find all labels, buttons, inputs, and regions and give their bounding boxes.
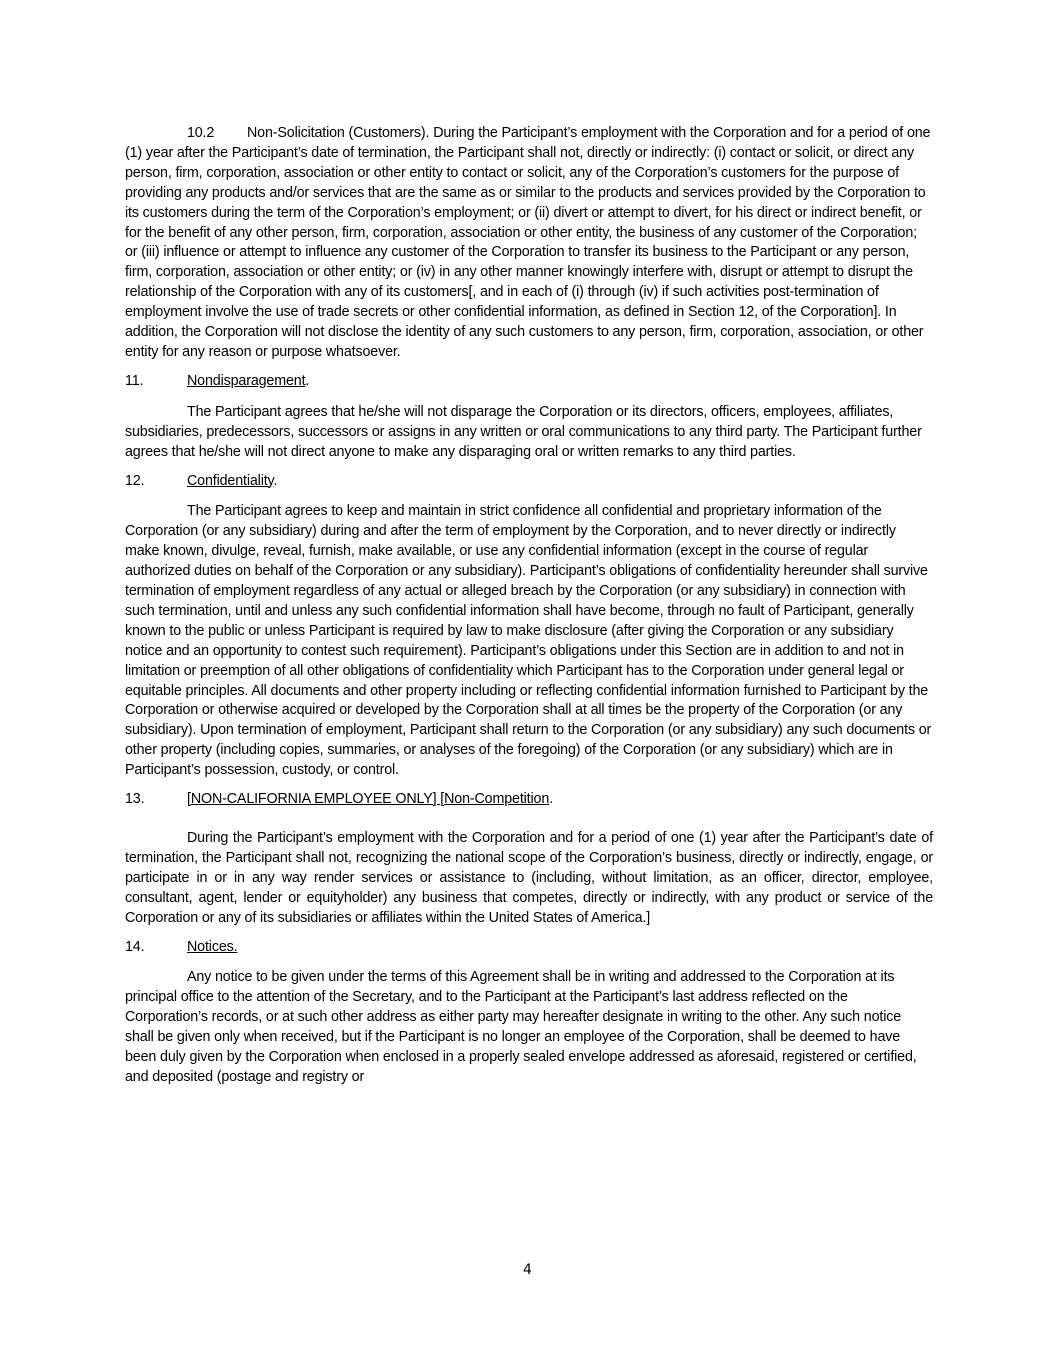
section-13-title: [NON-CALIFORNIA EMPLOYEE ONLY] [Non-Competition xyxy=(187,791,550,808)
page-number: 4 xyxy=(523,1262,532,1278)
section-13-heading xyxy=(125,790,933,810)
section-12-number: 12. xyxy=(125,472,145,489)
section-12-title: Confidentiality xyxy=(187,472,274,489)
section-10-2-paragraph xyxy=(125,124,933,363)
section-12-title-suffix: . xyxy=(273,472,278,489)
section-14-paragraph: Any notice to be given under the terms of this Agreement shall be in writing and addressed to the Corporation at its principal office to the attention of the Secretary, and to the Participant at the Participant’s last address reflected on the Corporation’s records, or at such other address as either party may hereafter designate in writing to the other. Any such notice shall be given only when received, but if the Participant is no longer an employee of the Corporation, shall be deemed to have been duly given by the Corporation when enclosed in a properly sealed envelope addressed as aforesaid, registered or certified, and deposited (postage and registry or xyxy=(125,969,917,1085)
section-10-2-title: Non-Solicitation (Customers). xyxy=(247,125,430,141)
section-11-paragraph: The Participant agrees that he/she will not disparage the Corporation or its directors, officers, employees, affiliates, subsidiaries, predecessors, successors or assigns in any written or oral communications to any third party. The Participant further agrees that he/she will not direct anyone to make any disparaging oral or written remarks to any third parties. xyxy=(125,403,922,460)
section-12-heading xyxy=(125,472,933,492)
section-14-heading xyxy=(125,938,933,958)
section-11-heading xyxy=(125,372,933,392)
section-11-number: 11. xyxy=(125,372,144,389)
section-11-title-suffix: . xyxy=(305,372,310,389)
section-12-paragraph: The Participant agrees to keep and maintain in strict confidence all confidential and proprietary information of the Corporation (or any subsidiary) during and after the term of employment by the Corporation, and to never directly or indirectly make known, divulge, reveal, furnish, make available, or use any confidential information (except in the course of regular authorized duties on behalf of the Corporation or any subsidiary). Participant’s obligations of confidentiality hereunder shall survive termination of employment regardless of any actual or alleged breach by the Corporation (or any subsidiary) in connection with such termination, until and unless any such confidential information shall have become, through no fault of Participant, generally known to the public or unless Participant is required by law to make disclosure (after giving the Corporation or any subsidiary notice and an opportunity to contest such requirement). Participant’s obligations under this Section are in addition to and not in limitation or preemption of all other obligations of confidentiality which Participant has to the Corporation under general legal or equitable principles. All documents and other property including or reflecting confidential information furnished to Participant by the Corporation or otherwise acquired or developed by the Corporation shall at all times be the property of the Corporation (or any subsidiary). Upon termination of employment, Participant shall return to the Corporation (or any subsidiary) any such documents or other property (including copies, summaries, or analyses of the foregoing) of the Corporation (or any subsidiary) which are in Participant’s possession, custody, or control. xyxy=(125,503,932,779)
section-13-paragraph: During the Participant’s employment with the Corporation and for a period of one (1) year after the Participant’s date of termination, the Participant shall not, recognizing the national scope of the Corporation’s business, directly or indirectly, engage, or participate in or in any way render services or assistance to (including, without limitation, as an officer, director, employee, consultant, agent, lender or equityholder) any business that competes, directly or indirectly, with any product or service of the Corporation or any of its subsidiaries or affiliates within the United States of America.] xyxy=(125,830,933,926)
section-13-title-suffix: . xyxy=(549,791,553,808)
section-14-title: Notices. xyxy=(187,938,238,955)
section-10-2-number: 10.2 xyxy=(187,125,215,141)
section-14-number: 14. xyxy=(125,938,145,955)
document-page xyxy=(125,124,933,1097)
section-10-2-text: During the Participant’s employment with the Corporation and for a period of one (1) year after the Participant’s date of termination, the Participant shall not, directly or indirectly: (i) contact or solicit, or direct any person, firm, corporation, association or other entity to contact or solicit, any of the Corporation’s customers for the purpose of providing any products and/or services that are the same as or similar to the products and services provided by the Corporation to its customers during the term of the Corporation’s employment; or (ii) divert or attempt to divert, for his direct or indirect benefit, or for the benefit of any other person, firm, corporation, association or other entity, the business of any customer of the Corporation; or (iii) influence or attempt to influence any customer of the Corporation to transfer its business to the Participant or any person, firm, corporation, association or other entity; or (iv) in any other manner knowingly interfere with, disrupt or attempt to disrupt the relationship of the Corporation with any of its customers[, and in each of (i) through (iv) if such activities post-termination of employment involve the use of trade secrets or other confidential information, as defined in Section 12, of the Corporation]. In addition, the Corporation will not disclose the identity of any such customers to any person, firm, corporation, association, or other entity for any reason or purpose whatsoever. xyxy=(125,125,931,360)
section-11-title: Nondisparagement xyxy=(187,372,306,389)
section-13-number: 13. xyxy=(125,791,145,808)
